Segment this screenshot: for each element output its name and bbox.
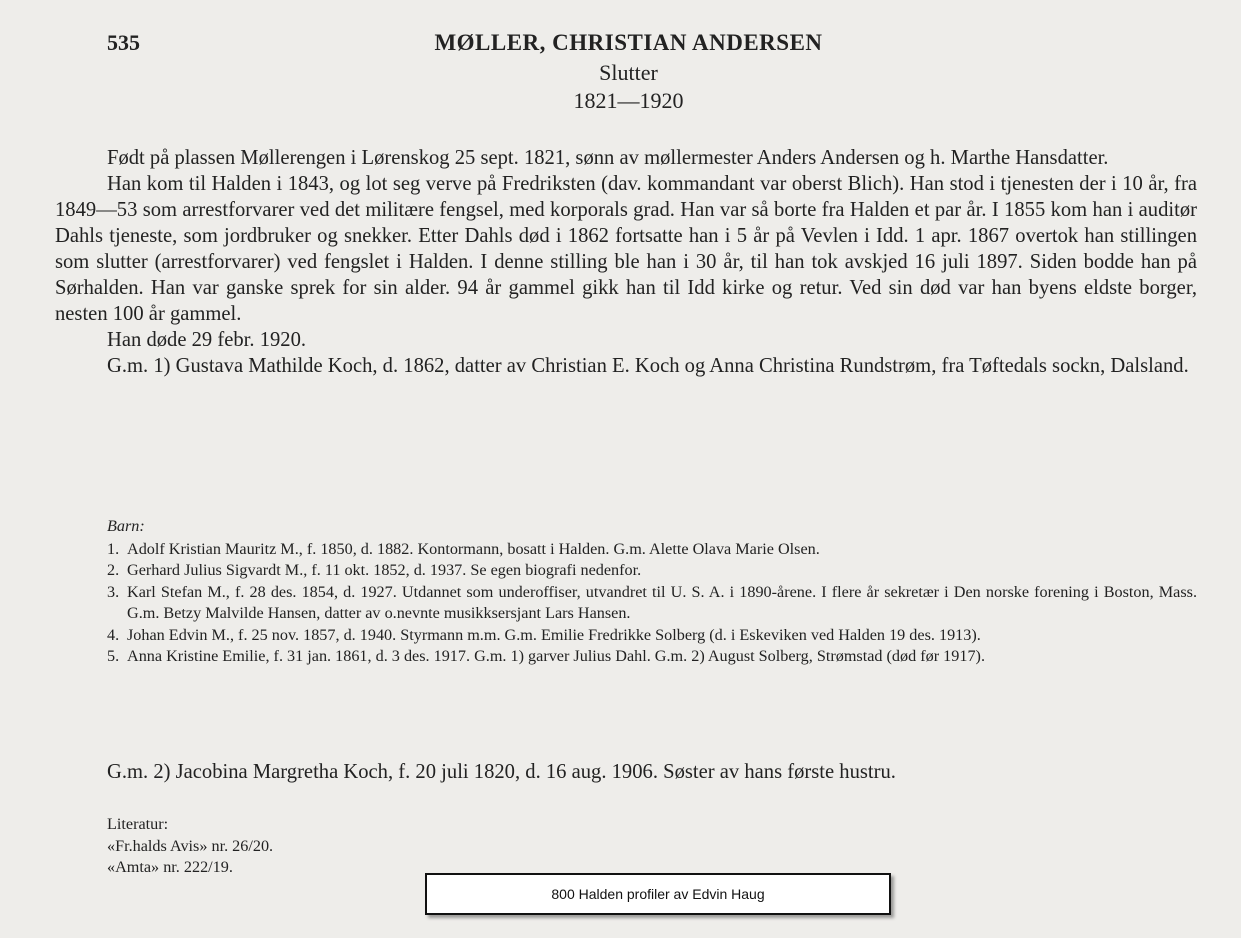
list-item bbox=[107, 646, 1197, 668]
children-list bbox=[107, 516, 1197, 668]
literature-item: «Amta» nr. 222/19. bbox=[107, 858, 233, 876]
biography-years: 1821—1920 bbox=[573, 88, 684, 113]
caption-text: 800 Halden profiler av Edvin Haug bbox=[551, 886, 765, 902]
list-item bbox=[107, 582, 1197, 625]
paragraph-marriage-1: G.m. 1) Gustava Mathilde Koch, d. 1862, datter av Christian E. Koch og Anna Christina Rundstrøm, fra Tøftedals sockn, Dalsland. bbox=[107, 355, 1189, 377]
paragraph-marriage-2: G.m. 2) Jacobina Margretha Koch, f. 20 juli 1820, d. 16 aug. 1906. Søster av hans første hustru. bbox=[107, 761, 896, 783]
paragraph-birth: Født på plassen Møllerengen i Lørenskog 25 sept. 1821, sønn av møllermester Anders Andersen og h. Marthe Hansdatter. bbox=[107, 147, 1109, 169]
biography-body bbox=[55, 145, 1197, 379]
child-number: 5. bbox=[107, 647, 120, 665]
literature-item: «Fr.halds Avis» nr. 26/20. bbox=[107, 836, 274, 855]
page-number: 535 bbox=[107, 30, 140, 55]
biography-name: MØLLER, CHRISTIAN ANDERSEN bbox=[434, 30, 823, 55]
literature-section bbox=[107, 814, 273, 879]
biography-title: Slutter bbox=[599, 60, 658, 85]
child-number: 1. bbox=[107, 539, 120, 558]
child-number: 3. bbox=[107, 582, 120, 601]
children-label: Barn: bbox=[107, 517, 145, 535]
literature-label: Literatur: bbox=[107, 815, 169, 833]
list-item bbox=[107, 539, 1197, 561]
paragraph-career: Han kom til Halden i 1843, og lot seg verve på Fredriksten (dav. kommandant var oberst Blich). Han stod i tjenesten der i 10 år, fra 1849—53 som arrestforvarer ved det militære fengsel, med korporals grad. Han var så borte fra Halden et par år. I 1855 kom han i auditør Dahls tjeneste, som jordbruker og snekker. Etter Dahls død i 1862 fortsatte han i 5 år på Vevlen i Idd. 1 apr. 1867 overtok han stillingen som slutter (arrestforvarer) ved fengslet i Halden. I denne stilling ble han i 30 år, til han tok avskjed 16 juli 1897. Siden bodde han på Sørhalden. Han var ganske sprek for sin alder. 94 år gammel gikk han til Idd kirke og retur. Ved sin død var han byens eldste borger, nesten 100 år gammel. bbox=[55, 173, 1197, 325]
list-item bbox=[107, 560, 1197, 582]
child-text: Karl Stefan M., f. 28 des. 1854, d. 1927. Utdannet som underoffiser, utvandret til U. S. A. i 1890-årene. I flere år sekretær i Den norske forening i Boston, Mass. G.m. Betzy Malvilde Hansen, datter av o.nevnte musikksersjant Lars Hansen. bbox=[127, 582, 1197, 622]
paragraph-death: Han døde 29 febr. 1920. bbox=[107, 329, 307, 351]
child-text: Johan Edvin M., f. 25 nov. 1857, d. 1940. Styrmann m.m. G.m. Emilie Fredrikke Solberg (d. i Eskeviken ved Halden 19 des. 1913). bbox=[127, 625, 981, 644]
child-text: Anna Kristine Emilie, f. 31 jan. 1861, d. 3 des. 1917. G.m. 1) garver Julius Dahl. G.m. 2) August Solberg, Strømstad (død før 1917). bbox=[127, 647, 985, 665]
child-number: 4. bbox=[107, 625, 120, 644]
child-text: Gerhard Julius Sigvardt M., f. 11 okt. 1852, d. 1937. Se egen biografi nedenfor. bbox=[127, 561, 642, 579]
child-text: Adolf Kristian Mauritz M., f. 1850, d. 1882. Kontormann, bosatt i Halden. G.m. Alette Olava Marie Olsen. bbox=[127, 539, 820, 558]
child-number: 2. bbox=[107, 561, 120, 579]
caption-box bbox=[425, 873, 891, 915]
list-item bbox=[107, 625, 1197, 647]
